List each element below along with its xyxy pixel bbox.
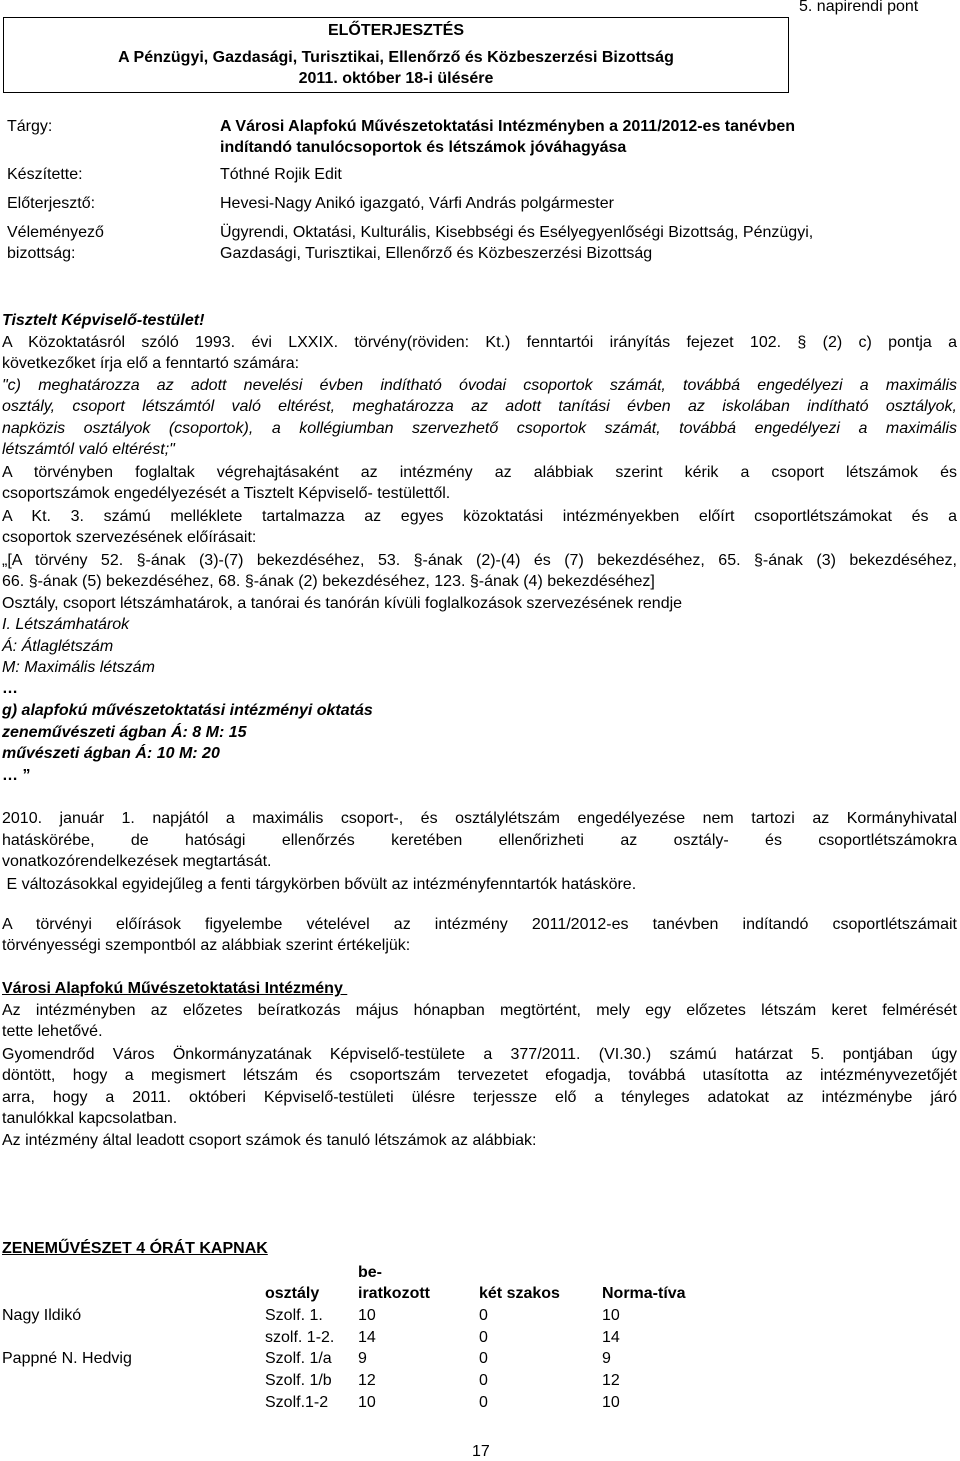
art-branch-line: művészeti ágban Á: 10 M: 20: [2, 745, 220, 762]
header-title: ELŐTERJESZTÉS: [327, 22, 465, 39]
list-item-average: Á: Átlaglétszám: [2, 638, 114, 655]
cell-teacher: Nagy Ildikó: [2, 1307, 82, 1324]
art-education-heading: g) alapfokú művészetoktatási intézményi oktatás: [2, 702, 373, 719]
ellipsis-close: … ”: [2, 767, 31, 784]
paragraph-14-line1: 2010. január 1. napjától a maximális csoport-, és osztálylétszám engedélyezése nem tartozi az Kormányhivatal: [2, 810, 957, 827]
cell-class: Szolf.1-2: [265, 1393, 329, 1411]
paragraph-16-line1: A törvényi előírások figyelembe vételével az intézmény 2011/2012-es tanévben indítandó csoportlétszámait: [2, 916, 957, 933]
list-item-max: M: Maximális létszám: [2, 659, 155, 676]
cell-normative: 10: [602, 1393, 620, 1411]
col-header-two-subjects: két szakos: [479, 1285, 560, 1302]
cell-class: Szolf. 1/b: [265, 1372, 332, 1390]
header-committee: A Pénzügyi, Gazdasági, Turisztikai, Ellenőrző és Közbeszerzési Bizottság: [118, 49, 674, 66]
paragraph-17-line2: tette lehetővé.: [2, 1023, 103, 1040]
cell-normative: 12: [602, 1372, 620, 1390]
table-heading: ZENEMŰVÉSZET 4 ÓRÁT KAPNAK: [2, 1240, 268, 1257]
cell-two-subjects: 0: [479, 1307, 488, 1324]
presenter-value: Hevesi-Nagy Anikó igazgató, Várfi András polgármester: [220, 195, 614, 212]
col-header-normative: Norma-tíva: [602, 1285, 686, 1302]
committee-value-line1: Ügyrendi, Oktatási, Kulturális, Kisebbségi és Esélyegyenlőségi Bizottság, Pénzügyi,: [220, 224, 814, 241]
quote-line1: "c) meghatározza az adott nevelési évben indítható óvodai csoportok számát, továbbá engedélyezi a maximális: [2, 377, 957, 394]
col-header-class: osztály: [265, 1285, 320, 1302]
header-box: [3, 17, 789, 93]
col-header-enrolled-line1: be-: [358, 1264, 382, 1281]
cell-class: Szolf. 1/a: [265, 1350, 332, 1368]
cell-enrolled: 10: [358, 1307, 376, 1324]
subject-value-line2: indítandó tanulócsoportok és létszámok jóváhagyása: [220, 139, 627, 156]
paragraph-1-line1: A Közoktatásról szóló 1993. évi LXXIX. törvény(röviden: Kt.) fenntartói irányítás fejezet 102. § (2) c) pontja a: [2, 334, 957, 351]
paragraph-5: Osztály, csoport létszámhatárok, a tanórai és tanórán kívüli foglalkozások szervezésének rendje: [2, 595, 683, 612]
committee-value-line2: Gazdasági, Turisztikai, Ellenőrző és Közbeszerzési Bizottság: [220, 245, 653, 262]
paragraph-15: E változásokkal egyidejűleg a fenti tárgykörben bővült az intézményfenntartók hatásköre.: [2, 876, 637, 893]
paragraph-3-line1: A Kt. 3. számú melléklete tartalmazza az egyes közoktatási intézményekben előírt csoportlétszámokat és a: [2, 508, 957, 525]
cell-normative: 14: [602, 1328, 620, 1346]
cell-teacher: Pappné N. Hedvig: [2, 1350, 132, 1368]
prepared-label: Készítette:: [7, 166, 83, 183]
paragraph-17-line1: Az intézményben az előzetes beíratkozás május hónapban megtörtént, mely egy előzetes létszám keret felmérését: [2, 1002, 957, 1019]
page-number: 17: [472, 1443, 490, 1460]
paragraph-2-line1: A törvényben foglaltak végrehajtásaként az intézmény az alábbiak szerint kérik a csoport létszámok és: [2, 464, 957, 481]
cell-class: szolf. 1-2.: [265, 1328, 335, 1346]
music-branch-line: zeneművészeti ágban Á: 8 M: 15: [2, 724, 247, 741]
cell-two-subjects: 0: [479, 1393, 488, 1411]
list-heading: I. Létszámhatárok: [2, 616, 130, 633]
quote-line3: napközis osztályok (csoportok), a kollégiumban szervezhető csoportok számát, továbbá engedélyezi a maximális: [2, 420, 957, 437]
paragraph-18-line1: Gyomendrőd Város Önkormányzatának Képviselő-testülete a 377/2011. (VI.30.) számú határzat 5. pontjában úgy: [2, 1046, 957, 1063]
cell-class: Szolf. 1.: [265, 1307, 323, 1324]
quote-line2: osztály, csoport létszámtól való eltérést, meghatározza az adott tanítási évben az iskolában indítható osztályok,: [2, 398, 957, 415]
agenda-point: 5. napirendi pont: [799, 0, 919, 15]
salutation: Tisztelt Képviselő-testület!: [2, 312, 205, 329]
cell-enrolled: 12: [358, 1372, 376, 1390]
committee-label-line1: Véleményező: [7, 224, 104, 241]
paragraph-16-line2: törvényességi szempontból az alábbiak szerint értékeljük:: [2, 937, 411, 954]
paragraph-3-line2: csoportok szervezésének előírásait:: [2, 529, 257, 546]
committee-label-line2: bizottság:: [7, 245, 76, 262]
subject-label: Tárgy:: [7, 118, 53, 135]
paragraph-2-line2: csoportszámok engedélyezését a Tisztelt Képviselő- testülettől.: [2, 485, 451, 502]
prepared-value: Tóthné Rojik Edit: [220, 166, 342, 183]
header-date: 2011. október 18-i ülésére: [298, 70, 494, 87]
cell-normative: 10: [602, 1307, 620, 1324]
paragraph-14-line3: vonatkozórendelkezések megtartását.: [2, 853, 272, 870]
paragraph-18-line4: tanulókkal kapcsolatban.: [2, 1110, 178, 1127]
quote-line4: létszámtól való eltérést;": [2, 441, 175, 458]
subject-value-line1: A Városi Alapfokú Művészetoktatási Intézményben a 2011/2012-es tanévben: [220, 118, 796, 135]
paragraph-19: Az intézmény által leadott csoport számok és tanuló létszámok az alábbiak:: [2, 1132, 537, 1149]
cell-enrolled: 14: [358, 1328, 376, 1346]
paragraph-18-line3: arra, hogy a 2011. októberi Képviselő-testületi ülésre terjessze elő a tényleges adatokat az intézménybe járó: [2, 1089, 957, 1106]
institution-heading: Városi Alapfokú Művészetoktatási Intézmény: [2, 980, 348, 997]
cell-enrolled: 10: [358, 1393, 376, 1411]
paragraph-4-line2: 66. §-ának (5) bekezdéséhez, 68. §-ának (2) bekezdéséhez, 123. §-ának (4) bekezdéséhez]: [2, 573, 655, 590]
paragraph-14-line2: hatáskörébe, de hatósági ellenőrzés keretében ellenőrizheti az osztály- és csoportlétszámokra: [2, 832, 957, 849]
cell-two-subjects: 0: [479, 1372, 488, 1390]
paragraph-1-line2: következőket írja elő a fenntartó számára:: [2, 355, 300, 372]
paragraph-4-line1: „[A törvény 52. §-ának (3)-(7) bekezdéséhez, 53. §-ának (2)-(4) és (7) bekezdéséhez, 65. §-ának (3) bekezdéséhez,: [2, 552, 957, 569]
paragraph-18-line2: döntött, hogy a megismert létszám és csoportszám tervezetet efogadja, továbbá utasította az intézményvezetőjét: [2, 1067, 957, 1084]
ellipsis: …: [2, 680, 18, 697]
presenter-label: Előterjesztő:: [7, 195, 96, 212]
col-header-enrolled-line2: iratkozott: [358, 1285, 430, 1302]
cell-two-subjects: 0: [479, 1350, 488, 1368]
cell-enrolled: 9: [358, 1350, 367, 1368]
cell-normative: 9: [602, 1350, 611, 1368]
cell-two-subjects: 0: [479, 1328, 488, 1346]
